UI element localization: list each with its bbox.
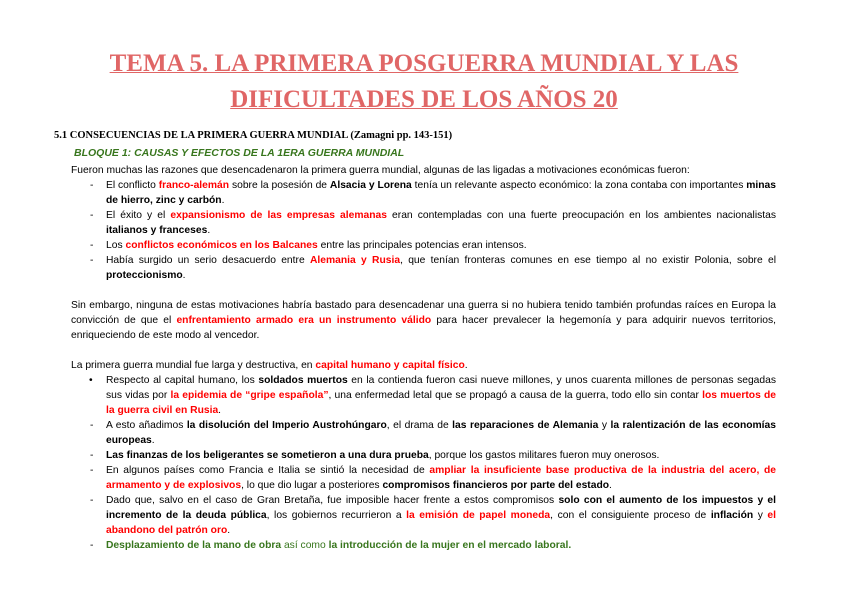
emphasized-text: la emisión de papel moneda bbox=[406, 510, 551, 521]
emphasized-text: Las finanzas de los beligerantes se sometieron a una dura prueba bbox=[106, 450, 429, 461]
text-run: Había surgido un serio desacuerdo entre bbox=[106, 255, 310, 266]
emphasized-text: la disolución del Imperio Austrohúngaro bbox=[186, 420, 387, 431]
emphasized-text: proteccionismo bbox=[106, 270, 183, 281]
emphasized-text: Alsacia y Lorena bbox=[329, 180, 412, 191]
page-title-line-2: DIFICULTADES DE LOS AÑOS 20 bbox=[230, 86, 618, 113]
text-run: La primera guerra mundial fue larga y destructiva, en bbox=[71, 360, 316, 371]
text-run: El conflicto bbox=[106, 180, 159, 191]
cause-item bbox=[71, 238, 776, 253]
emphasized-text: así como bbox=[281, 540, 329, 551]
text-run: , porque los gastos militares fueron muy onerosos. bbox=[428, 450, 660, 461]
text-run: , lo que dio lugar a posteriores bbox=[241, 480, 383, 491]
cause-item bbox=[71, 208, 776, 238]
text-run: El éxito y el bbox=[106, 210, 171, 221]
emphasized-text: las reparaciones de Alemania bbox=[452, 420, 599, 431]
text-run: tenía un relevante aspecto económico: la zona contaba con importantes bbox=[411, 180, 747, 191]
text-run: . bbox=[207, 225, 211, 236]
emphasized-text: enfrentamiento armado era un instrumento válido bbox=[176, 315, 432, 326]
emphasized-text: soldados muertos bbox=[258, 375, 348, 386]
effect-item bbox=[71, 463, 776, 493]
emphasized-text: solo con el aumento de los impuestos y el incremento de la deuda pública bbox=[106, 495, 776, 521]
text-run: , una enfermedad letal que se propagó a causa de la guerra, todo ello sin contar bbox=[328, 390, 703, 401]
effect-item bbox=[71, 418, 776, 448]
bloque-heading: BLOQUE 1: CAUSAS Y EFECTOS DE LA 1ERA GUERRA MUNDIAL bbox=[74, 147, 405, 159]
effect-item bbox=[71, 493, 776, 538]
emphasized-text: ampliar la insuficiente base productiva de la industria del acero, de armamento y de explosivos bbox=[106, 465, 776, 491]
emphasized-text: la introducción de la mujer en el mercado laboral. bbox=[328, 540, 572, 551]
text-run: . bbox=[182, 270, 186, 281]
emphasized-text: el abandono del patrón oro bbox=[106, 510, 776, 536]
text-run: y bbox=[598, 420, 611, 431]
text-run: . bbox=[609, 480, 612, 491]
emphasized-text: los muertos de la guerra civil en Rusia bbox=[106, 390, 777, 416]
text-run: . bbox=[464, 360, 468, 371]
emphasized-text: inflación bbox=[710, 510, 754, 521]
emphasized-text: franco-alemán bbox=[158, 180, 230, 191]
spacer bbox=[71, 343, 776, 358]
text-run: . bbox=[227, 525, 231, 536]
emphasized-text: compromisos financieros por parte del estado bbox=[382, 480, 610, 491]
text-run: . bbox=[218, 405, 222, 416]
text-run: Dado que, salvo en el caso de Gran Bretaña, fue imposible hacer frente a estos compromisos bbox=[106, 495, 559, 506]
text-run: eran contempladas con una fuerte preocupación en los ambientes nacionalistas bbox=[386, 210, 776, 221]
text-run: en la contienda fueron casi nueve millones, y unos cuarenta millones de personas segadas sus vidas por bbox=[106, 375, 776, 401]
text-run: , los gobiernos recurrieron a bbox=[266, 510, 407, 521]
text-run: Los bbox=[106, 240, 126, 251]
text-run: Sin embargo, ninguna de estas motivaciones habría bastado para desencadenar una guerra si no hubiera tenido también profundas raíces en Europa la convicción de que el bbox=[71, 300, 776, 326]
emphasized-text: Desplazamiento de la mano de obra bbox=[106, 540, 282, 551]
emphasized-text: expansionismo de las empresas alemanas bbox=[170, 210, 387, 221]
text-run: para hacer prevalecer la hegemonía y para adquirir nuevos territorios, enriqueciendo de este modo al vencedor. bbox=[71, 315, 776, 341]
text-run: sobre la posesión de bbox=[229, 180, 330, 191]
text-run: . bbox=[221, 195, 225, 206]
text-run: . bbox=[151, 435, 155, 446]
text-run: y bbox=[753, 510, 768, 521]
paragraph-convictions bbox=[71, 298, 776, 343]
effect-item bbox=[71, 448, 776, 463]
text-run: En algunos países como Francia e Italia se sintió la necesidad de bbox=[106, 465, 430, 476]
effects-list bbox=[71, 373, 776, 553]
causes-list bbox=[71, 178, 776, 283]
emphasized-text: minas de hierro, zinc y carbón bbox=[106, 180, 776, 206]
document-body bbox=[71, 163, 776, 553]
text-run: A esto añadimos bbox=[106, 420, 187, 431]
page-title-line-1: TEMA 5. LA PRIMERA POSGUERRA MUNDIAL Y LAS bbox=[109, 50, 739, 77]
text-run: , que tenían fronteras comunes en ese tiempo al no existir Polonia, sobre el bbox=[400, 255, 777, 266]
effect-item bbox=[71, 373, 776, 418]
emphasized-text: Alemania y Rusia bbox=[309, 255, 401, 266]
effect-item bbox=[71, 538, 776, 553]
intro-paragraph: Fueron muchas las razones que desencadenaron la primera guerra mundial, algunas de las ligadas a motivaciones económicas fueron: bbox=[71, 165, 690, 176]
cause-item bbox=[71, 178, 776, 208]
emphasized-text: italianos y franceses bbox=[106, 225, 208, 236]
emphasized-text: la ralentización de las economías europeas bbox=[106, 420, 776, 446]
text-run: Respecto al capital humano, los bbox=[106, 375, 259, 386]
paragraph-war-effects-intro bbox=[71, 358, 776, 373]
text-run: , el drama de bbox=[386, 420, 453, 431]
section-heading: 5.1 CONSECUENCIAS DE LA PRIMERA GUERRA MUNDIAL (Zamagni pp. 143-151) bbox=[54, 130, 453, 141]
emphasized-text: capital humano y capital físico bbox=[315, 360, 465, 371]
emphasized-text: conflictos económicos en los Balcanes bbox=[125, 240, 318, 251]
spacer bbox=[71, 283, 776, 298]
text-run: , con el consiguiente proceso de bbox=[550, 510, 711, 521]
text-run: entre las principales potencias eran intensos. bbox=[317, 240, 527, 251]
emphasized-text: la epidemia de “gripe española” bbox=[170, 390, 329, 401]
cause-item bbox=[71, 253, 776, 283]
